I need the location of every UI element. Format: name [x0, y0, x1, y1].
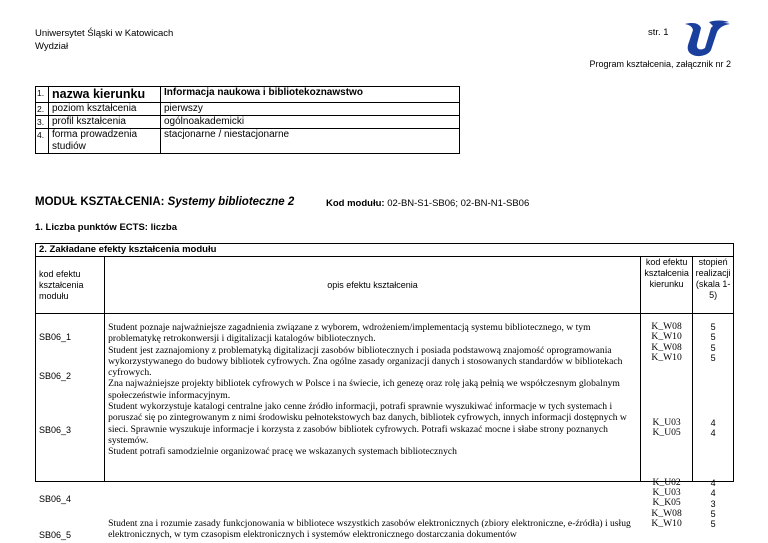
field-label: nazwa kierunku [49, 87, 161, 103]
field-code-group [641, 509, 692, 529]
codes-cell [36, 314, 105, 540]
field-code: K_W08 [651, 342, 682, 353]
field-label: forma prowadzenia studiów [49, 129, 161, 154]
page-number: str. 1 [648, 27, 669, 38]
module-code-label: Kod modułu: [326, 198, 385, 209]
level-group [693, 478, 733, 509]
description-block [108, 322, 633, 458]
field-code: K_U02 [652, 477, 681, 488]
level-value: 4 [710, 478, 716, 488]
level-value: 4 [710, 488, 716, 499]
outcome-code: SB06_2 [39, 371, 72, 381]
level-value: 5 [710, 322, 716, 332]
outcome-description: Student potrafi samodzielnie organizować pracę we wskazanych systemach bibliotecznych [108, 446, 457, 458]
field-code: K_U03 [652, 417, 681, 428]
field-value: pierwszy [161, 103, 460, 116]
table-row [36, 87, 460, 103]
outcome-description: Student poznaje najważniejsze zagadnienia związane z wyborem, wdrożeniem/implementacją systemu bibliotecznego, w tym problematykę retrokonwersji i digitalizacji katalogów bibliotecznych. [108, 322, 591, 345]
outcome-description: Student jest zaznajomiony z problematyką digitalizacji zasobów bibliotecznych i posiada podstawową znajomość oprogramowania wykorzystywanego do budowy bibliotek cyfrowych. Zna ogólne zasady organizacji danych i stosowanych standardów w bibliotekach cyfrowych. [108, 344, 623, 379]
field-code: K_U03 [652, 487, 681, 499]
table-row [36, 103, 460, 116]
field-value: Informacja naukowa i bibliotekoznawstwo [161, 87, 460, 103]
outcome-code: SB06_3 [39, 425, 72, 435]
field-code-group [641, 418, 692, 438]
field-code: K_K05 [652, 497, 681, 509]
ects-points: 1. Liczba punktów ECTS: liczba [35, 222, 177, 233]
outcome-description: Student wykorzystuje katalogi centralne jako cenne źródło informacji, potrafi sprawnie wyszukiwać informacje w tych systemach i poruszać się po zintegrowanym z nimi środowisku pełnotekstowych baz danych, bibliotek cyfrowych, innych informacji dostępnych w sieci. Sprawnie wyszukuje informacje i korzysta z zasobów bibliotek cyfrowych. Potrafi wskazać mocne i słabe strony poznanych systemów. [108, 401, 627, 446]
descriptions-cell [105, 314, 641, 541]
program-info-table [35, 86, 460, 154]
university-logo [683, 20, 731, 58]
level-group [693, 418, 733, 439]
levels-cell [693, 314, 734, 530]
table-row [36, 129, 460, 154]
outcome-code: SB06_4 [39, 494, 72, 504]
level-value: 5 [710, 343, 716, 353]
row-number: 4. [36, 129, 49, 154]
level-value: 4 [710, 428, 716, 439]
row-number: 1. [36, 87, 49, 103]
field-value: ogólnoakademicki [161, 116, 460, 129]
level-value: 3 [710, 498, 716, 509]
level-value: 4 [710, 418, 716, 428]
field-code-group [641, 478, 692, 509]
row-number: 3. [36, 116, 49, 129]
outcome-code: SB06_5 [39, 530, 72, 540]
level-group [693, 509, 733, 530]
level-group [693, 343, 733, 364]
table-row [36, 116, 460, 129]
field-code: K_U05 [652, 427, 681, 439]
column-header-field-code: kod efektu kształcenia kierunku [640, 257, 692, 314]
row-number: 2. [36, 103, 49, 116]
field-value: stacjonarne / niestacjonarne [161, 129, 460, 154]
header-left [35, 27, 173, 53]
program-annex: Program kształcenia, załącznik nr 2 [589, 59, 731, 69]
field-code: K_W10 [651, 518, 682, 530]
field-code: K_W10 [651, 352, 682, 364]
column-header-code: kod efektu kształcenia modułu [36, 257, 105, 314]
column-header-description: opis efektu kształcenia [105, 257, 641, 314]
outcomes-title: 2. Zakładane efekty kształcenia modułu [36, 244, 734, 257]
field-code: K_W10 [651, 331, 682, 343]
module-code [326, 198, 529, 209]
field-code: K_W08 [651, 321, 682, 332]
level-group [693, 322, 733, 343]
university-name: Uniwersytet Śląski w Katowicach [35, 28, 174, 39]
column-header-level: stopień realizacji (skala 1-5) [693, 257, 734, 314]
field-code-group [641, 322, 692, 342]
module-heading [35, 196, 294, 208]
level-value: 5 [710, 509, 716, 519]
outcome-code: SB06_1 [39, 332, 72, 342]
outcome-description: Zna najważniejsze projekty bibliotek cyfrowych w Polsce i na świecie, ich genezę oraz rolę jaką pełnią we współczesnym globalnym społeczeństwie informacyjnym. [108, 378, 620, 401]
field-label: profil kształcenia [49, 116, 161, 129]
module-label: MODUŁ KSZTAŁCENIA: [35, 196, 165, 208]
field-code: K_W08 [651, 508, 682, 519]
module-name: Systemy biblioteczne 2 [167, 196, 295, 208]
level-value: 5 [710, 332, 716, 343]
module-code-value: 02-BN-S1-SB06; 02-BN-N1-SB06 [387, 198, 530, 209]
level-value: 5 [710, 519, 716, 530]
learning-outcomes-table [35, 243, 734, 541]
faculty-name: Wydział [35, 41, 69, 52]
level-value: 5 [710, 353, 716, 364]
outcome-description: Student zna i rozumie zasady funkcjonowania w bibliotece wszystkich zasobów elektronicznych (zbiory elektroniczne, e-źródła) i usług elektronicznych, w tym czasopism elektronicznych i systemów elektronicznego dostarczania dokumentów [108, 518, 631, 541]
field-code-group [641, 343, 692, 363]
field-codes-cell [640, 314, 692, 530]
field-label: poziom kształcenia [49, 103, 161, 116]
